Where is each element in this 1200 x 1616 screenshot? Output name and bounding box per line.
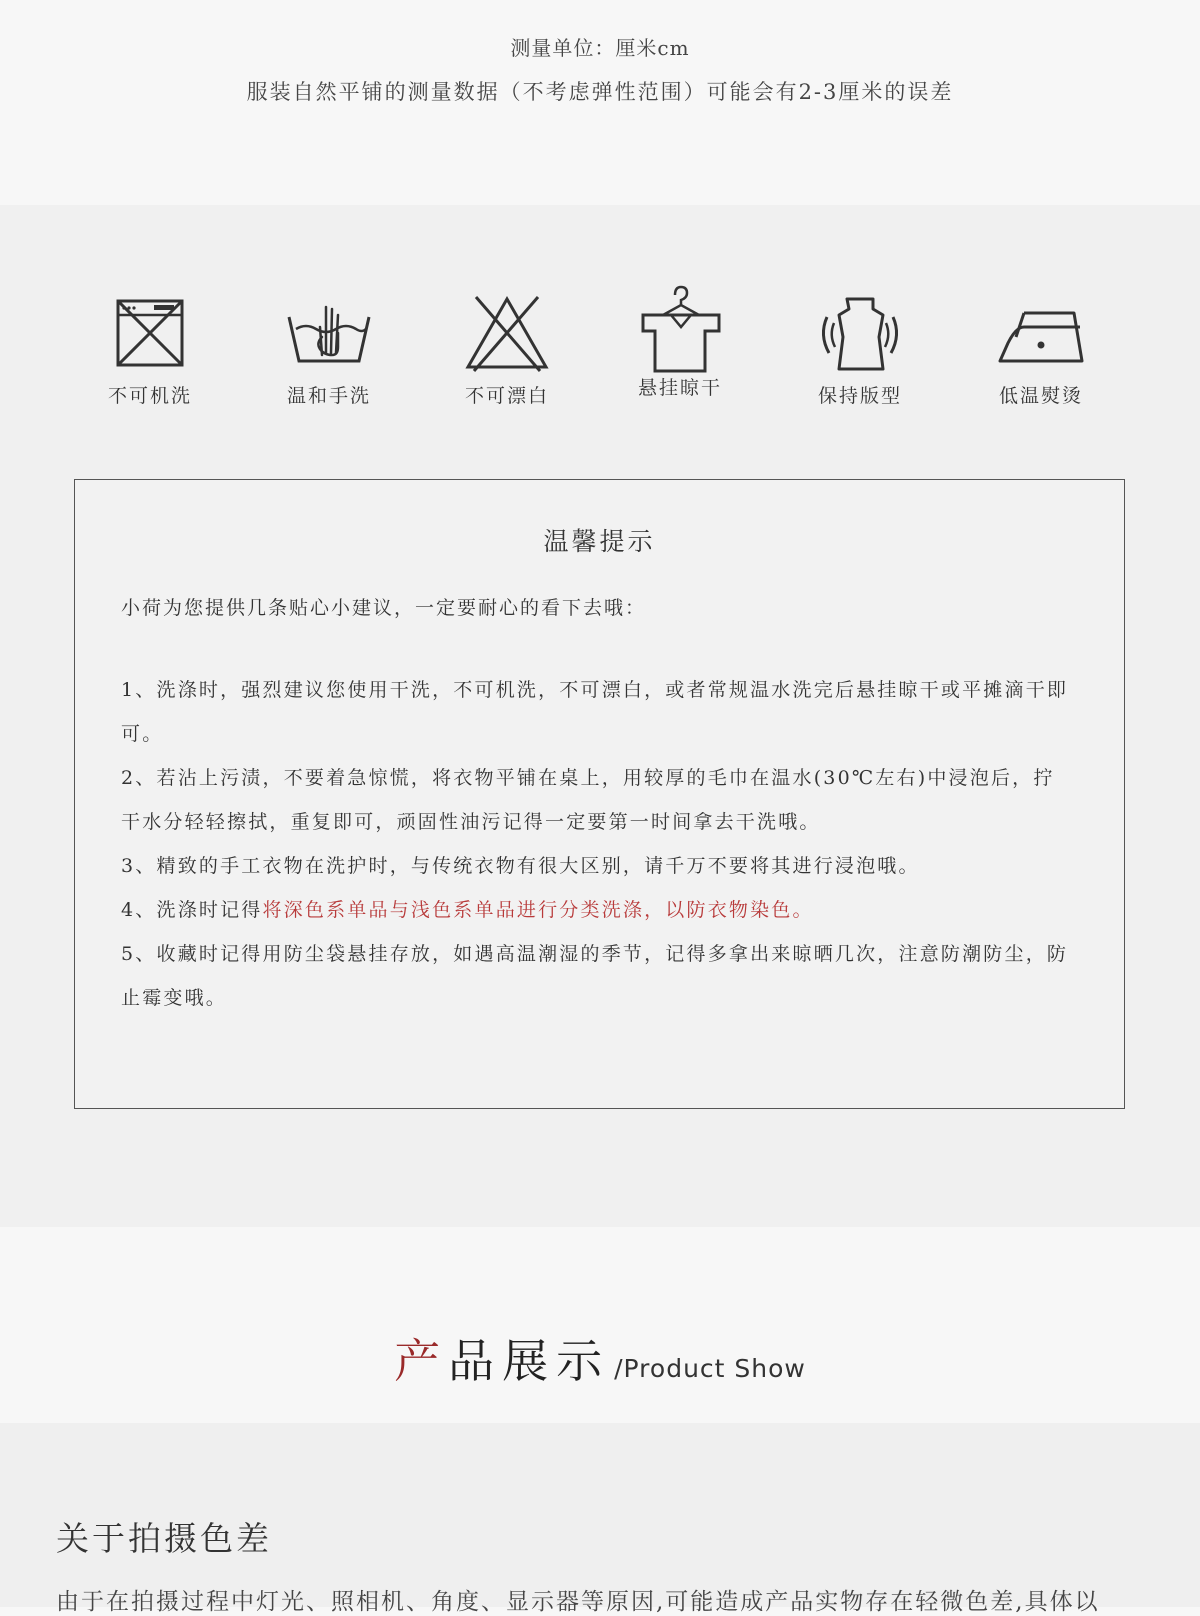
about-title: 关于拍摄色差 [56,1519,272,1558]
low-temp-iron-icon [996,293,1086,373]
tips-intro: 小荷为您提供几条贴心小建议，一定要耐心的看下去哦： [121,597,647,619]
product-show-subtitle: /Product Show [614,1354,806,1383]
care-section [0,205,1200,1227]
color-difference-section [0,1423,1200,1615]
tip-item: 3、精致的手工衣物在洗护时，与传统衣物有很大区别，请千万不要将其进行浸泡哦。 [121,855,920,877]
tips-list [121,668,1071,1020]
about-body: 由于在拍摄过程中灯光、照相机、角度、显示器等原因,可能造成产品实物存在轻微色差,具体以 [56,1589,1100,1615]
care-item-no-machine-wash [75,293,225,408]
care-label: 保持版型 [817,385,902,407]
product-show-section [0,1227,1200,1423]
tip-item-highlight: 将深色系单品与浅色系单品进行分类洗涤，以防衣物染色。 [262,899,814,921]
tip-item: 2、若沾上污渍，不要着急惊慌，将衣物平铺在桌上，用较厚的毛巾在温水(30℃左右)中浸泡后，拧干水分轻轻擦拭，重复即可，顽固性油污记得一定要第一时间拿去干洗哦。 [121,767,1055,833]
measure-unit-text: 测量单位：厘米cm [510,36,690,60]
measure-error-note: 服装自然平铺的测量数据（不考虑弹性范围）可能会有2-3厘米的误差 [246,80,954,104]
tip-item: 1、洗涤时，强烈建议您使用干洗，不可机洗，不可漂白，或者常规温水洗完后悬挂晾干或平摊滴干即可。 [121,679,1069,745]
care-item-hang-dry [605,293,755,400]
keep-shape-icon [815,293,905,373]
tip-item: 5、收藏时记得用防尘袋悬挂存放，如遇高温潮湿的季节，记得多拿出来晾晒几次，注意防潮防尘，防止霉变哦。 [121,943,1069,1009]
care-label: 低温熨烫 [998,385,1083,407]
tips-box [74,479,1125,1109]
care-label: 悬挂晾干 [637,377,722,399]
hang-dry-icon [635,283,725,373]
no-bleach-icon [462,293,552,373]
gentle-hand-wash-icon [284,293,374,373]
care-item-low-temp-iron [966,293,1116,408]
product-show-title-accent: 产 [394,1334,449,1388]
tips-title: 温馨提示 [543,527,656,556]
care-item-hand-wash [254,293,404,408]
care-label: 温和手洗 [286,385,371,407]
tip-item [121,888,1071,932]
care-label: 不可机洗 [107,385,192,407]
product-show-heading [0,1325,1200,1391]
care-item-no-bleach [432,293,582,408]
tip-item-prefix: 4、洗涤时记得 [121,899,263,921]
care-label: 不可漂白 [464,385,549,407]
product-show-title: 品展示 [448,1334,611,1388]
measurement-note-section [0,0,1200,205]
no-machine-wash-icon [110,293,190,373]
care-item-keep-shape [785,293,935,408]
